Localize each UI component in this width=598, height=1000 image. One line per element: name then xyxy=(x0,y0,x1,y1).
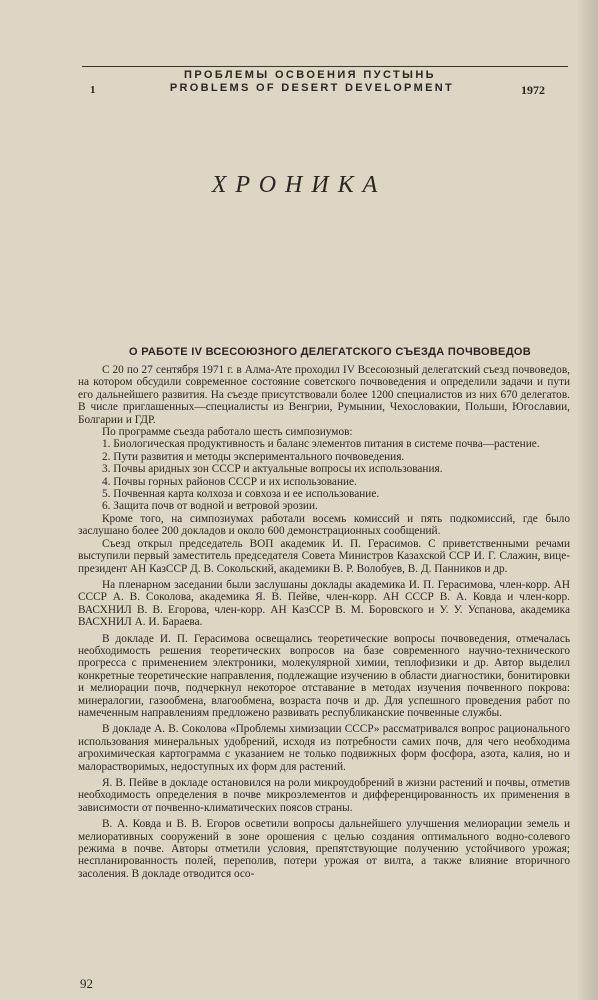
binding-shadow xyxy=(576,0,598,1000)
symposium-item: 5. Почвенная карта колхоза и совхоза и ее использование. xyxy=(102,488,380,501)
paragraph: В. А. Ковда и В. В. Егоров осветили вопросы дальнейшего улучшения мелиорации земель и мелиоративных сооружений в зоне орошения с целью создания оптимального водно-солевого режима в почве. Авторы отметили условия, препятствующие получению устойчивого урожая; неспланированность полей, переполив, потери урожая от вилта, а также влияние вторичного засоления. В докладе отводится осо- xyxy=(78,818,570,880)
symposium-item: 3. Почвы аридных зон СССР и актуальные вопросы их использования. xyxy=(102,463,443,476)
journal-title-en: PROBLEMS OF DESERT DEVELOPMENT xyxy=(169,82,455,94)
article-body xyxy=(78,364,570,880)
paragraph: С 20 по 27 сентября 1971 г. в Алма-Ате проходил IV Всесоюзный делегатский съезд почвоведов, на котором обсудили современное состояние советского почвоведения и определили задачи и пути его дальнейшего развития. На съезде присутствовали более 1200 специалистов из них 670 делегатов. В числе приглашенных—специалисты из Венгрии, Румынии, Чехословакии, Польши, Югославии, Болгарии и ГДР. xyxy=(78,364,570,426)
issue-year: 1972 xyxy=(521,83,545,97)
journal-title-ru: ПРОБЛЕМЫ ОСВОЕНИЯ ПУСТЫНЬ xyxy=(184,69,436,81)
paragraph: Съезд открыл председатель ВОП академик И. П. Герасимов. С приветственными речами выступили первый заместитель председателя Совета Министров Казахской ССР И. Г. Слажин, вице-президент АН КазССР Д. В. Сокольский, академики В. Р. Волобуев, В. Д. Панников и др. xyxy=(78,537,570,575)
page-number: 92 xyxy=(80,976,93,991)
paragraph: В докладе А. В. Соколова «Проблемы химизации СССР» рассматривался вопрос рационального использования минеральных удобрений, исходя из потребности самих почв, для чего необходима агрохимическая картограмма с указанием не только подвижных форм фосфора, азота, калия, но и малорастворимых, недоступных их форм для растений. xyxy=(78,723,570,773)
paragraph: По программе съезда работало шесть симпозиумов: xyxy=(102,426,353,439)
issue-number: 1 xyxy=(90,84,96,96)
article-title: О РАБОТЕ IV ВСЕСОЮЗНОГО ДЕЛЕГАТСКОГО СЪЕЗДА ПОЧВОВЕДОВ xyxy=(129,346,531,358)
paragraph: В докладе И. П. Герасимова освещались теоретические вопросы почвоведения, отмечалась необходимость решения теоретических вопросов на базе современного научно-технического прогресса с применением электроники, молекулярной химии, теплофизики и др. Автор выделил конкретные теоретические направления, подлежащие изучению в области диагностики, бонитировки и мелиорации почв, подчеркнул некоторое отставание в методах изучения почвенного покрова: минералогии, газообмена, влагообмена, возраста почв и др. Для успешного проведения работ по намеченным направлениям предложено развивать республиканские почвенные службы. xyxy=(78,632,570,719)
symposium-item: 6. Защита почв от водной и ветровой эрозии. xyxy=(102,500,318,513)
paragraph: Кроме того, на симпозиумах работали восемь комиссий и пять подкомиссий, где было заслушано более 200 докладов и около 600 демонстрационных сообщений. xyxy=(78,512,570,538)
header-rule xyxy=(82,66,568,67)
symposium-item: 4. Почвы горных районов СССР и их использование. xyxy=(102,475,357,488)
symposium-item: 1. Биологическая продуктивность и баланс элементов питания в системе почва—растение. xyxy=(102,438,540,451)
paragraph: На пленарном заседании были заслушаны доклады академика И. П. Герасимова, член-корр. АН СССР А. В. Соколова, академика Я. В. Пейве, член-корр. АН СССР В. А. Ковда и член-корр. ВАСХНИЛ В. В. Егорова, член-корр. АН КазССР В. М. Боровского и У. У. Успанова, академика ВАСХНИЛ А. И. Бараева. xyxy=(78,578,570,629)
symposium-item: 2. Пути развития и методы экспериментального почвоведения. xyxy=(102,450,405,463)
section-title: ХРОНИКА xyxy=(211,172,387,198)
paragraph: Я. В. Пейве в докладе остановился на роли микроудобрений в жизни растений и почвы, отметив необходимость определения в почве микроэлементов и дифференцированность их применения в зависимости от почвенно-климатических поясов страны. xyxy=(78,777,570,814)
